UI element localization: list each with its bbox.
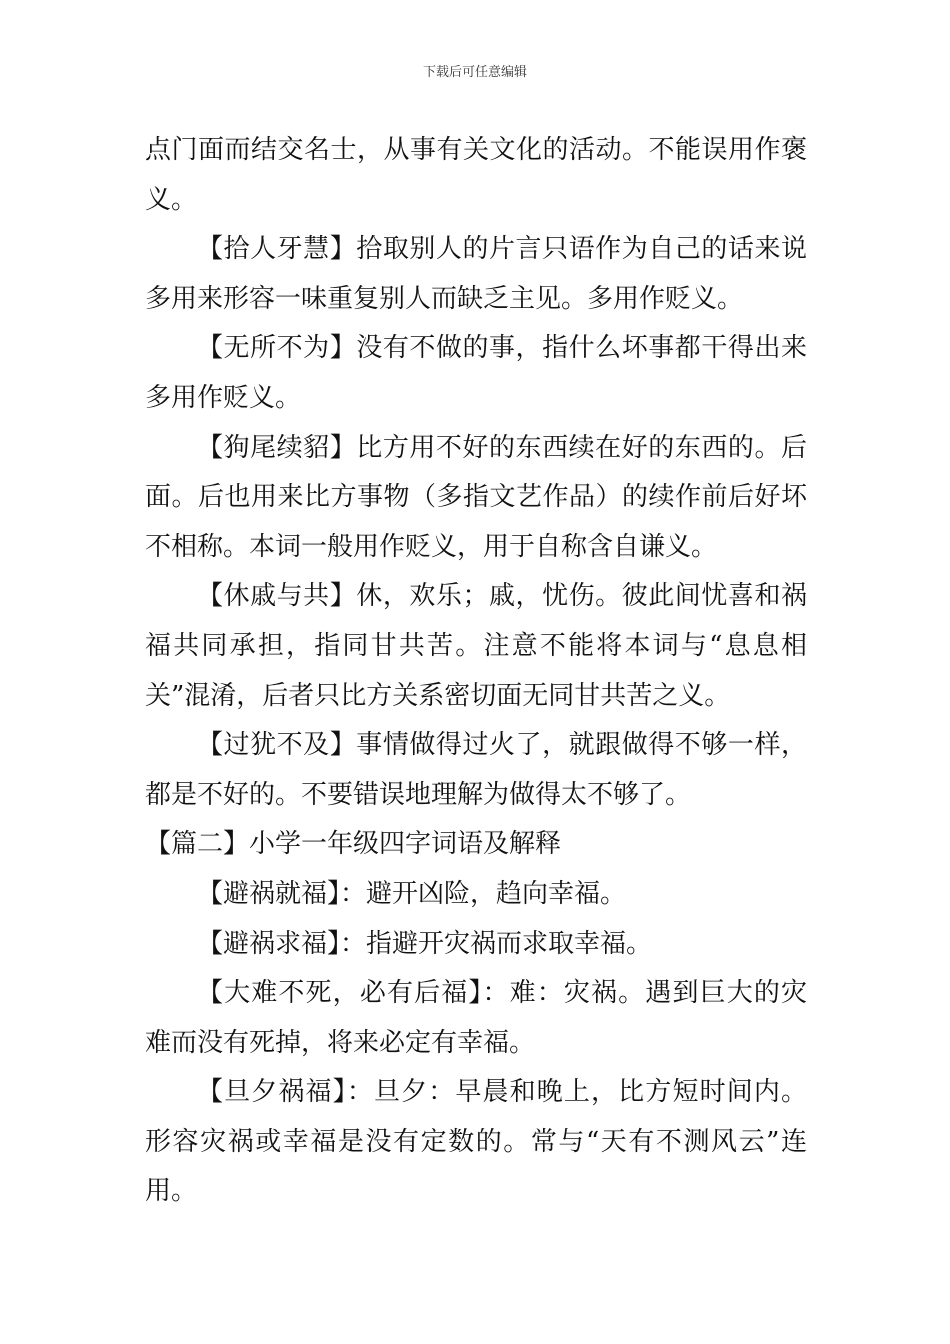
paragraph-continuation: 点门面而结交名士，从事有关文化的活动。不能误用作褒义。 [145, 135, 807, 215]
entry-wu-suo-bu-wei: 【无所不为】没有不做的事，指什么坏事都干得出来多用作贬义。 [145, 333, 807, 413]
section-heading: 【篇二】小学一年级四字词语及解释 [145, 829, 562, 860]
entry-dan-xi-huo-fu: 【旦夕祸福】：旦夕：早晨和晚上，比方短时间内。形容灾祸或幸福是没有定数的。常与“天有不测风云”连用。 [145, 1077, 807, 1207]
entry-xiu-qi-yu-gong: 【休戚与共】休，欢乐；戚，忧伤。彼此间忧喜和祸福共同承担，指同甘共苦。注意不能将本词与“息息相关”混淆，后者只比方关系密切面无同甘共苦之义。 [145, 581, 807, 711]
page-header: 下载后可任意编辑 [422, 65, 527, 80]
document-body [145, 126, 807, 1217]
entry-shi-ren-ya-hui: 【拾人牙慧】拾取别人的片言只语作为自己的话来说多用来形容一味重复别人而缺乏主见。多用作贬义。 [145, 234, 807, 314]
entry-guo-you-bu-ji: 【过犹不及】事情做得过火了，就跟做得不够一样，都是不好的。不要错误地理解为做得太不够了。 [145, 730, 807, 810]
entry-bi-huo-jiu-fu: 【避祸就福】：避开凶险，趋向幸福。 [197, 878, 627, 909]
entry-bi-huo-qiu-fu: 【避祸求福】：指避开灾祸而求取幸福。 [197, 928, 653, 959]
entry-gou-wei-xu-diao: 【狗尾续貂】比方用不好的东西续在好的东西的。后面。后也用来比方事物（多指文艺作品）的续作前后好坏不相称。本词一般用作贬义，用于自称含自谦义。 [145, 432, 807, 562]
entry-da-nan-bu-si: 【大难不死，必有后福】：难：灾祸。遇到巨大的灾难而没有死掉，将来必定有幸福。 [145, 978, 807, 1058]
